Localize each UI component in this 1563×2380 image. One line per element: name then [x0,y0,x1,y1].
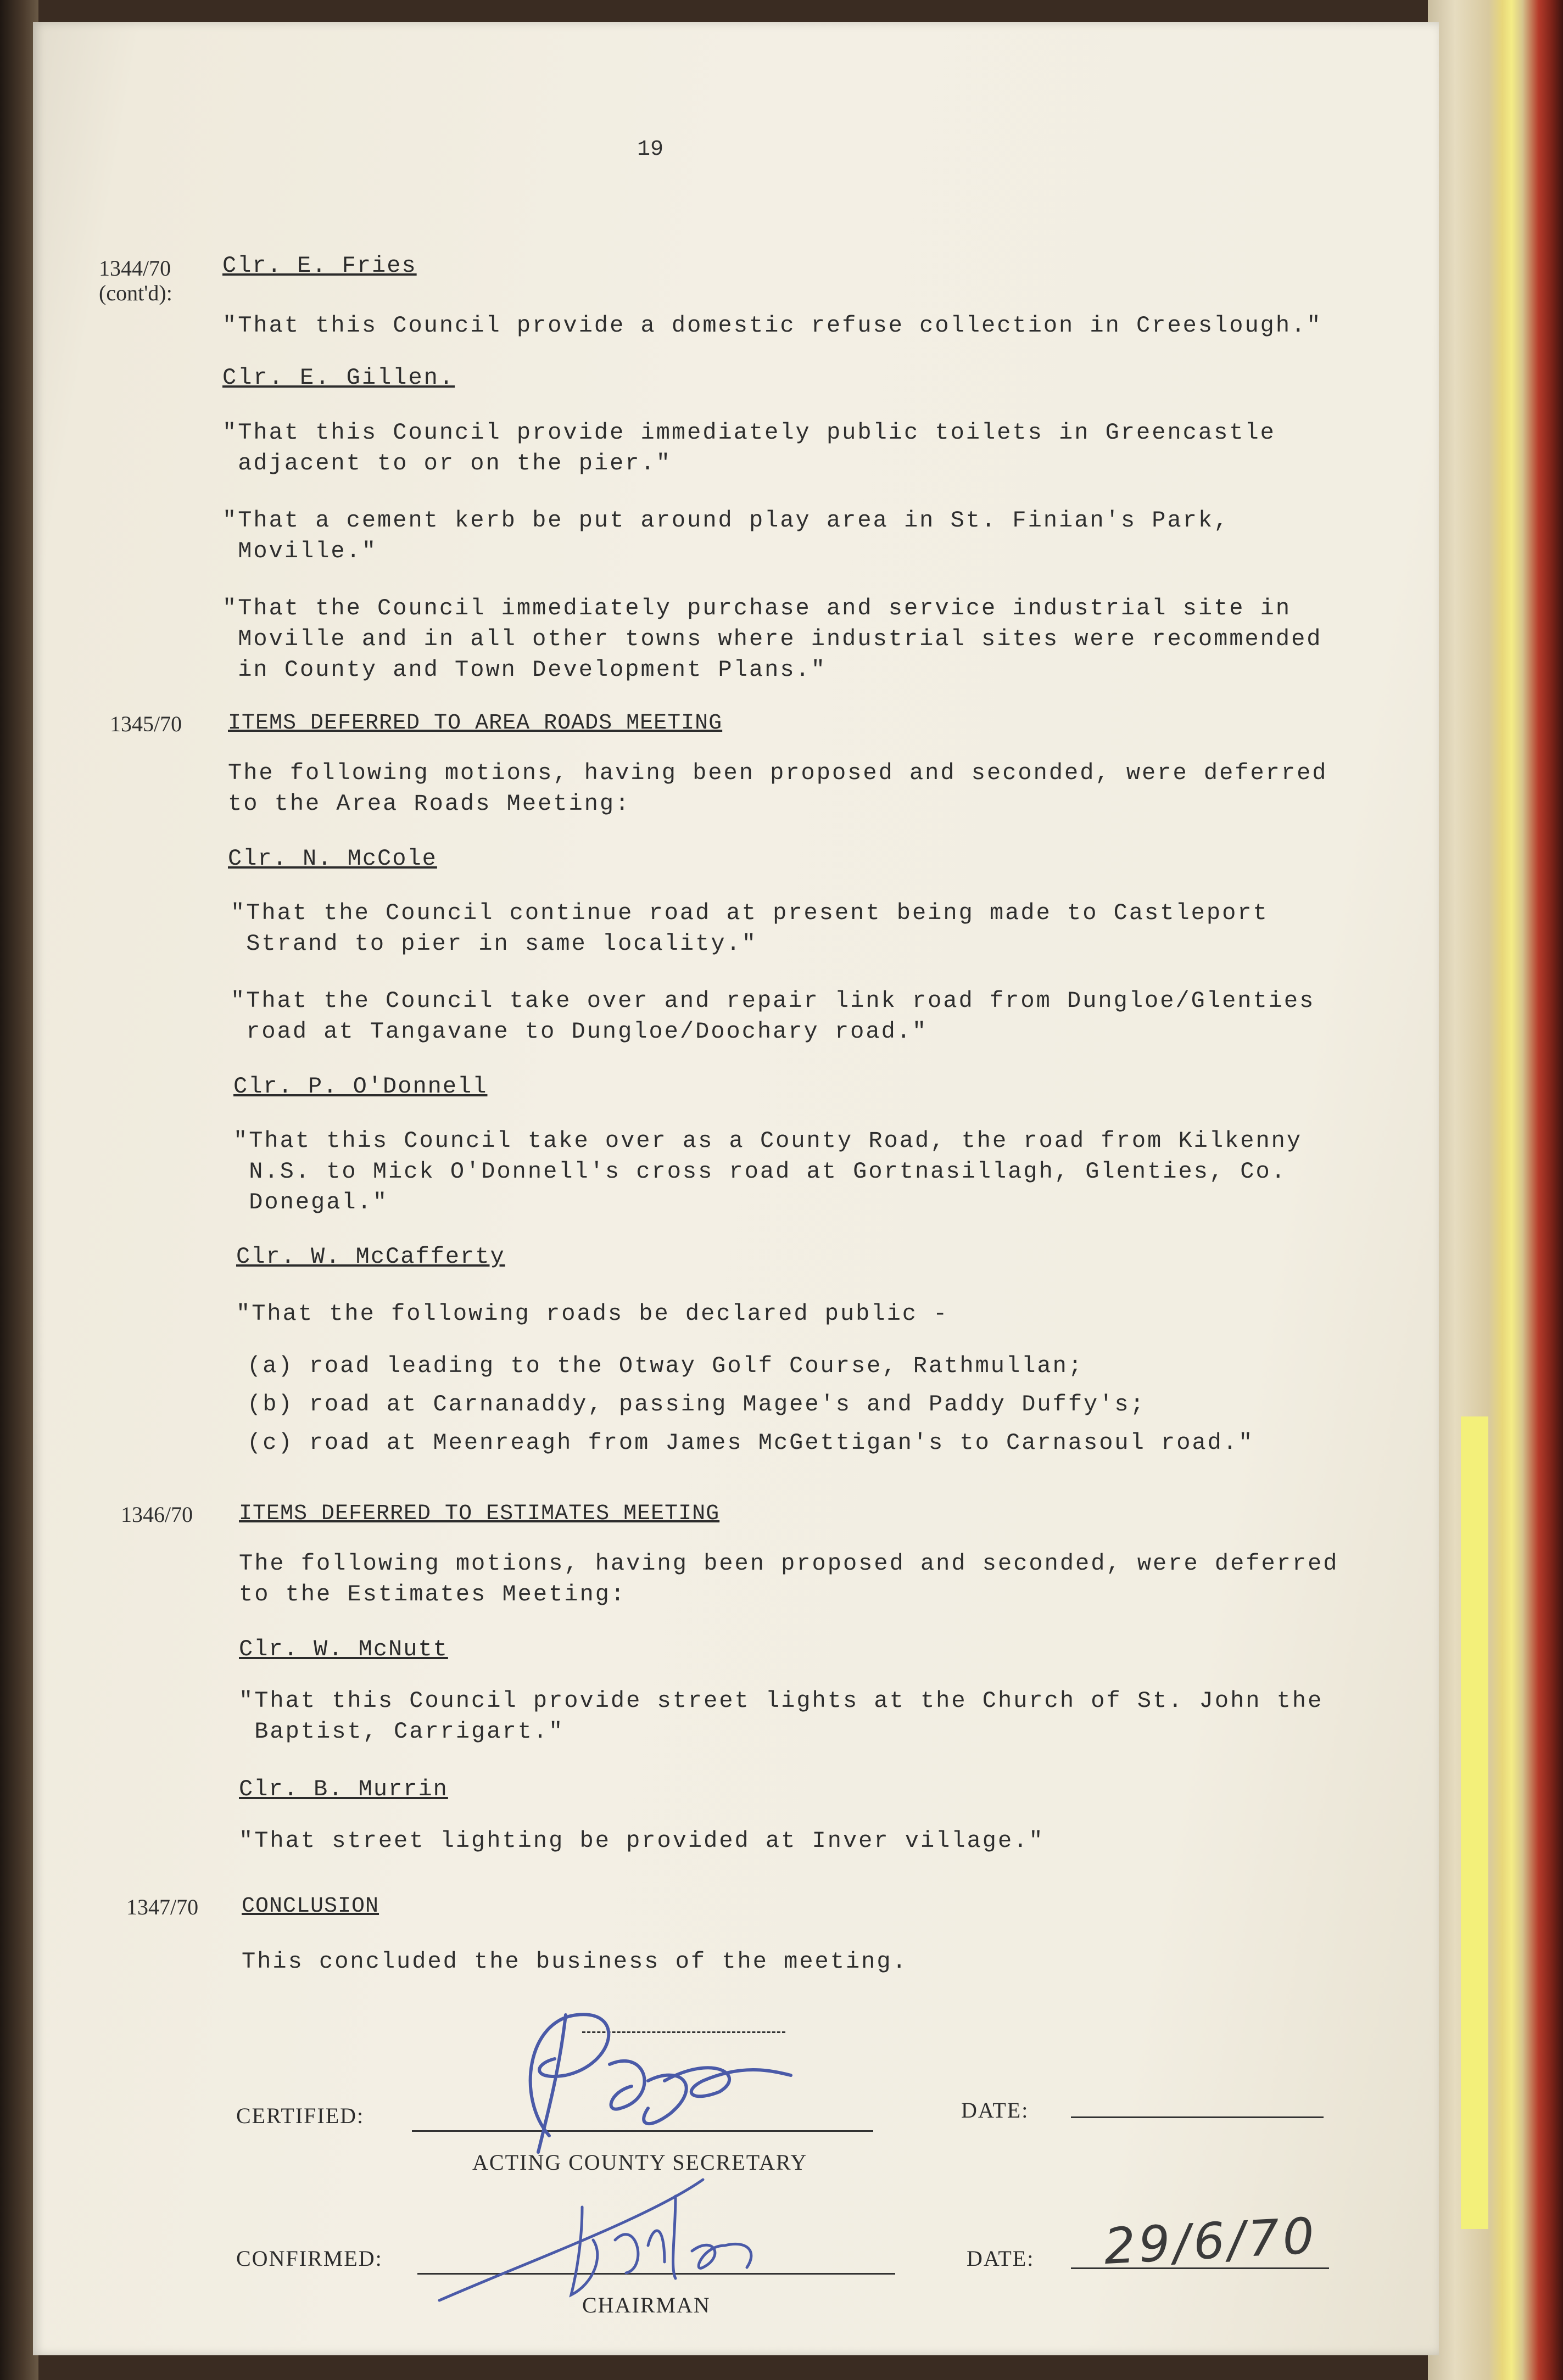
councillor-name: Clr. E. Fries [222,253,417,279]
section-heading: CONCLUSION [242,1894,379,1919]
section-heading: ITEMS DEFERRED TO AREA ROADS MEETING [228,711,723,736]
book-right-edge [1428,0,1563,2380]
section-intro: The following motions, having been proposed and seconded, were deferred to the Area Roads Meeting: [228,760,1328,817]
motion-text: "That this Council provide street lights at the Church of St. John the Baptist, Carrigart." [239,1688,1324,1745]
secretary-signature [483,1998,813,2185]
section-intro: This concluded the business of the meeting. [242,1948,908,1975]
chairman-title: CHAIRMAN [582,2293,711,2317]
list-item: (b) road at Carnanaddy, passing Magee's and Paddy Duffy's; [247,1391,1146,1418]
minute-ref-note: (cont'd): [99,281,172,305]
date-line [1071,2116,1324,2118]
confirmed-label: CONFIRMED: [236,2246,383,2271]
section-intro: The following motions, having been proposed and seconded, were deferred to the Estimates Meeting: [239,1550,1339,1608]
certified-label: CERTIFIED: [236,2103,365,2128]
motion-text: "That street lighting be provided at Inver village." [239,1828,1045,1854]
councillor-name: Clr. N. McCole [228,845,437,872]
confirmed-date-handwritten: 29/6/70 [1102,2207,1319,2276]
motion-text: "That the following roads be declared public - [236,1301,949,1327]
minute-ref: 1346/70 [121,1502,193,1527]
motion-text: "That this Council provide immediately public toilets in Greencastle adjacent to or on the pier." [222,419,1276,477]
yellow-page-tab [1461,1416,1488,2229]
councillor-name: Clr. B. Murrin [239,1776,448,1802]
councillor-name: Clr. E. Gillen. [222,365,455,391]
motion-text: "That the Council immediately purchase and service industrial site in Moville and in all other towns where industrial sites were recommended in County and Town Development Plans." [222,595,1322,683]
chairman-signature [417,2174,857,2317]
motion-text: "That the Council continue road at present being made to Castleport Strand to pier in same locality." [231,900,1269,957]
minute-ref: 1347/70 [126,1895,199,1919]
date-label: DATE: [967,2246,1035,2271]
motion-text: "That this Council take over as a County Road, the road from Kilkenny N.S. to Mick O'Donnell's cross road at Gortnasillagh, Glenties, Co. Donegal." [233,1128,1303,1216]
document-page [33,22,1439,2355]
section-heading: ITEMS DEFERRED TO ESTIMATES MEETING [239,1502,720,1526]
motion-text: "That a cement kerb be put around play area in St. Finian's Park, Moville." [222,507,1230,564]
councillor-name: Clr. W. McNutt [239,1636,448,1662]
certified-title: ACTING COUNTY SECRETARY [472,2150,808,2175]
list-item: (a) road leading to the Otway Golf Course, Rathmullan; [247,1353,1084,1379]
motion-text: "That this Council provide a domestic refuse collection in Creeslough." [222,312,1322,339]
minute-ref: 1345/70 [110,712,182,736]
date-label: DATE: [961,2098,1029,2123]
list-item: (c) road at Meenreagh from James McGettigan's to Carnasoul road." [247,1430,1254,1456]
page-number: 19 [637,137,664,162]
minute-ref: 1344/70 [99,256,171,281]
councillor-name: Clr. W. McCafferty [236,1244,505,1270]
motion-text: "That the Council take over and repair link road from Dungloe/Glenties road at Tangavane to Dungloe/Doochary road." [231,988,1315,1045]
councillor-name: Clr. P. O'Donnell [233,1073,488,1100]
